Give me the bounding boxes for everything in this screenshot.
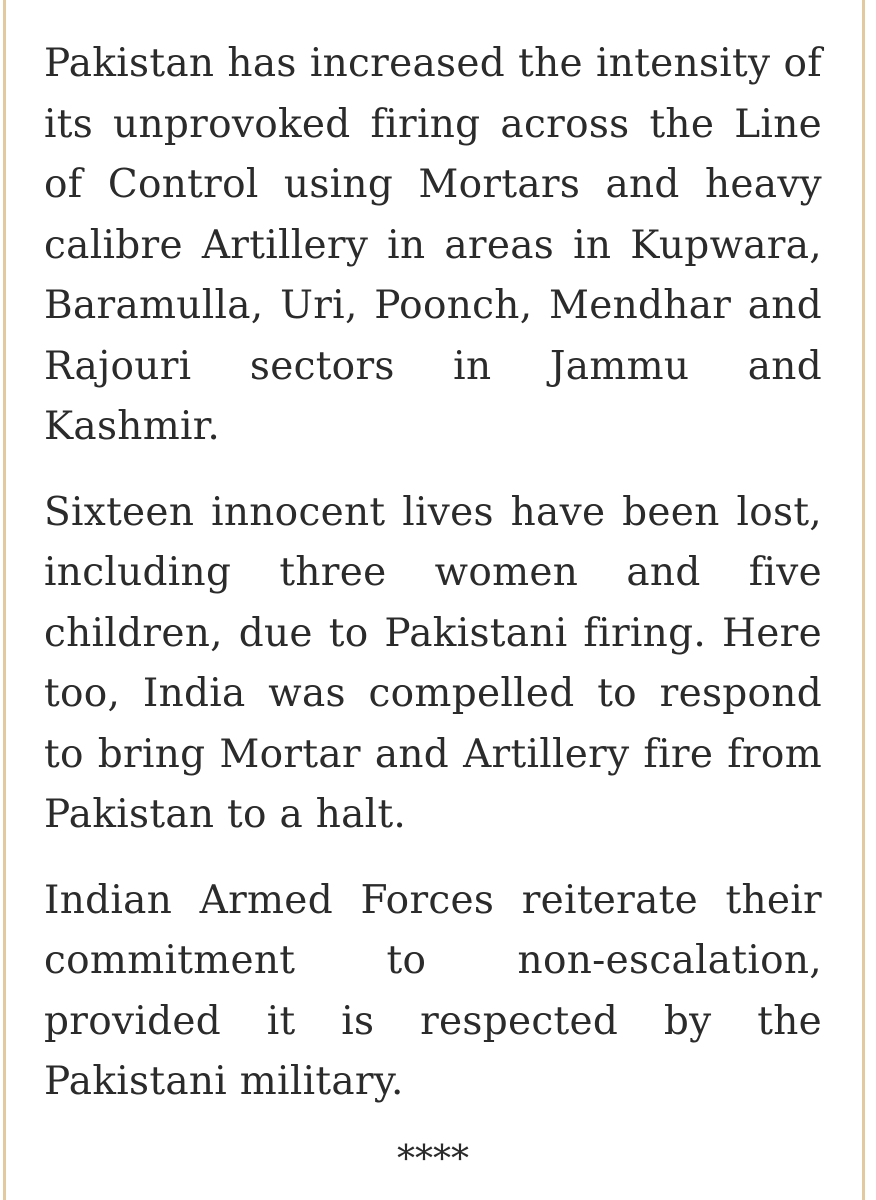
left-border-rule (3, 0, 6, 1200)
document-body (44, 34, 822, 1138)
paragraph-3: Indian Armed Forces reiterate their commitment to non-escalation, provided it is respected by the Pakistani military. (44, 877, 822, 1104)
paragraph-2: Sixteen innocent lives have been lost, including three women and five children, due to Pakistani firing. Here too, India was compelled to respond to bring Mortar and Artillery fire from Pakistan to a halt. (44, 489, 822, 837)
right-border-rule (862, 0, 865, 1200)
paragraph-1: Pakistan has increased the intensity of its unprovoked firing across the Line of Control using Mortars and heavy calibre Artillery in areas in Kupwara, Baramulla, Uri, Poonch, Mendhar and Rajouri sectors in Jammu and Kashmir. (44, 41, 822, 449)
end-marker: **** (397, 1139, 469, 1180)
